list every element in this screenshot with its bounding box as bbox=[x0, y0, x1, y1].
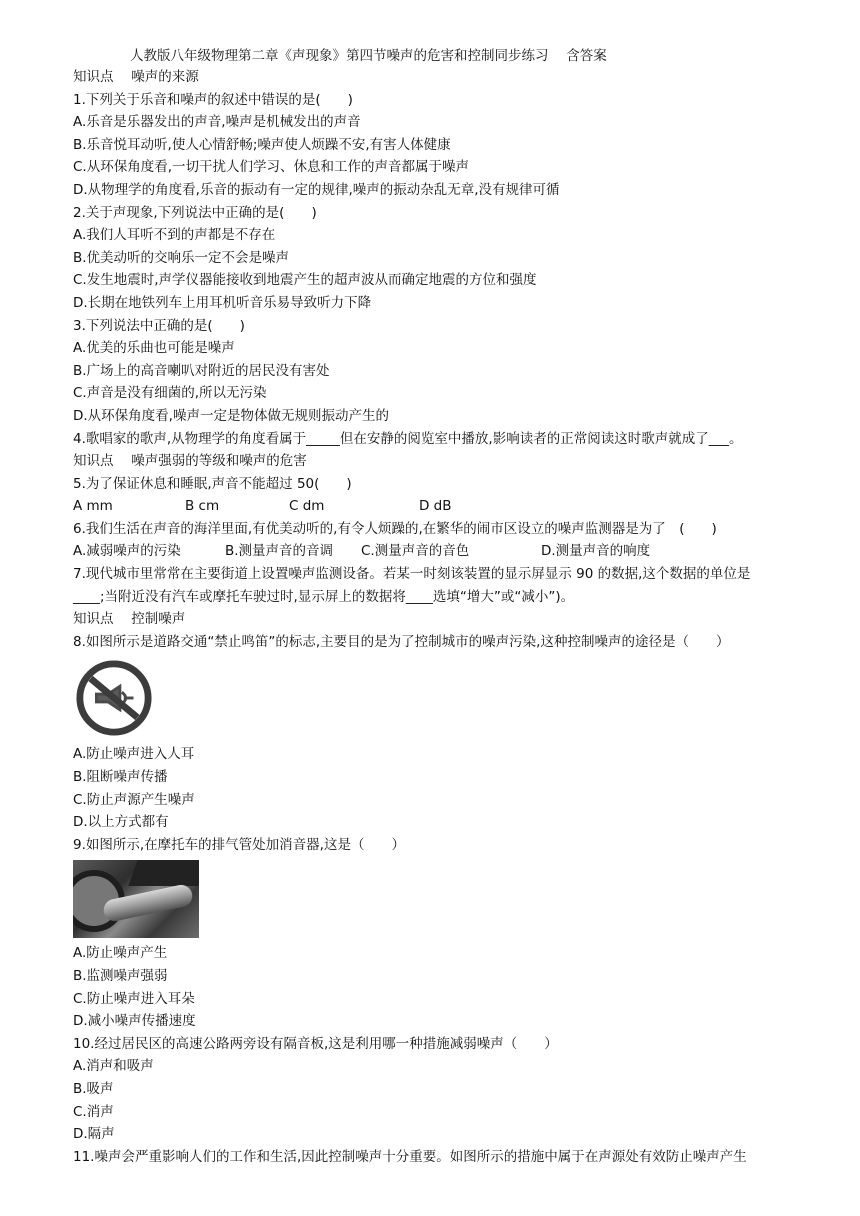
option-c: C dm bbox=[289, 498, 325, 515]
section-heading-noise-levels: 知识点 噪声强弱的等级和噪声的危害 bbox=[73, 453, 307, 470]
question-stem: 1.下列关于乐音和噪声的叙述中错误的是( ) bbox=[73, 91, 353, 108]
question-10 bbox=[73, 1033, 833, 1146]
option-c: C.从环保角度看,一切干扰人们学习、休息和工作的声音都属于噪声 bbox=[73, 159, 470, 176]
option-a: A.乐音是乐器发出的声音,噪声是机械发出的声音 bbox=[73, 114, 361, 131]
option-a: A mm bbox=[73, 498, 113, 515]
question-7 bbox=[73, 563, 833, 608]
question-stem: 3.下列说法中正确的是( ) bbox=[73, 317, 245, 334]
question-stem: 10.经过居民区的高速公路两旁设有隔音板,这是利用哪一种措施减弱噪声（ ） bbox=[73, 1035, 558, 1052]
option-c: C.声音是没有细菌的,所以无污染 bbox=[73, 385, 267, 402]
option-a: A.防止噪声进入人耳 bbox=[73, 746, 195, 763]
option-c: C.测量声音的音色 bbox=[361, 543, 470, 560]
question-11 bbox=[73, 1146, 833, 1169]
question-stem-line-1: 7.现代城市里常常在主要街道上设置噪声监测设备。若某一时刻该装置的显示屏显示 90 的数据,这个数据的单位是 bbox=[73, 566, 751, 583]
option-d: D.测量声音的响度 bbox=[541, 543, 651, 560]
option-c: C.防止噪声进入耳朵 bbox=[73, 990, 195, 1007]
question-stem: 9.如图所示,在摩托车的排气管处加消音器,这是（ ） bbox=[73, 836, 405, 853]
option-a: A.我们人耳听不到的声都是不存在 bbox=[73, 227, 276, 244]
section-heading-noise-control: 知识点 控制噪声 bbox=[73, 611, 186, 628]
no-honking-sign-icon bbox=[75, 659, 153, 737]
options-row bbox=[73, 540, 833, 563]
options-row bbox=[73, 495, 833, 518]
content-column bbox=[73, 66, 833, 1168]
photo-frame-shape bbox=[128, 860, 199, 886]
question-1 bbox=[73, 89, 833, 202]
option-b: B.阻断噪声传播 bbox=[73, 769, 168, 786]
option-d: D.长期在地铁列车上用耳机听音乐易导致听力下降 bbox=[73, 294, 372, 311]
option-d: D.以上方式都有 bbox=[73, 814, 169, 831]
option-b: B cm bbox=[185, 498, 220, 515]
question-8 bbox=[73, 631, 833, 834]
option-b: B.监测噪声强弱 bbox=[73, 968, 168, 984]
option-d: D.隔声 bbox=[73, 1126, 115, 1143]
question-5 bbox=[73, 473, 833, 518]
question-stem: 11.噪声会严重影响人们的工作和生活,因此控制噪声十分重要。如图所示的措施中属于在声源处有效防止噪声产生 bbox=[73, 1148, 747, 1165]
question-stem: 2.关于声现象,下列说法中正确的是( ) bbox=[73, 204, 317, 221]
question-stem: 8.如图所示是道路交通“禁止鸣笛”的标志,主要目的是为了控制城市的噪声污染,这种控制噪声的途径是（ ） bbox=[73, 633, 730, 650]
option-a: A.防止噪声产生 bbox=[73, 945, 168, 962]
question-3 bbox=[73, 315, 833, 428]
option-d: D.从物理学的角度看,乐音的振动有一定的规律,噪声的振动杂乱无章,没有规律可循 bbox=[73, 181, 560, 198]
question-stem: 5.为了保证休息和睡眠,声音不能超过 50( ) bbox=[73, 475, 352, 492]
option-d: D.从环保角度看,噪声一定是物体做无规则振动产生的 bbox=[73, 407, 389, 424]
option-b: B.吸声 bbox=[73, 1080, 114, 1097]
option-d: D.减小噪声传播速度 bbox=[73, 1013, 196, 1030]
option-c: C.消声 bbox=[73, 1103, 114, 1120]
option-a: A.消声和吸声 bbox=[73, 1058, 154, 1075]
question-9 bbox=[73, 834, 833, 1033]
option-a: A.优美的乐曲也可能是噪声 bbox=[73, 340, 235, 357]
question-2 bbox=[73, 202, 833, 315]
document-title: 人教版八年级物理第二章《声现象》第四节噪声的危害和控制同步练习 含答案 bbox=[130, 48, 607, 64]
option-b: B.优美动听的交响乐一定不会是噪声 bbox=[73, 249, 290, 266]
question-stem-line-2: ____;当附近没有汽车或摩托车驶过时,显示屏上的数据将____选填“增大”或“减小”)。 bbox=[73, 588, 575, 605]
option-c: C.发生地震时,声学仪器能接收到地震产生的超声波从而确定地震的方位和强度 bbox=[73, 272, 537, 289]
question-stem: 6.我们生活在声音的海洋里面,有优美动听的,有令人烦躁的,在繁华的闹市区设立的噪声监测器是为了 ( ) bbox=[73, 520, 717, 537]
question-stem: 4.歌唱家的歌声,从物理学的角度看属于_____但在安静的阅览室中播放,影响读者的正常阅读这时歌声就成了___。 bbox=[73, 430, 743, 447]
question-4 bbox=[73, 428, 833, 451]
option-d: D dB bbox=[419, 498, 452, 515]
option-c: C.防止声源产生噪声 bbox=[73, 791, 195, 808]
option-b: B.乐音悦耳动听,使人心情舒畅;噪声使人烦躁不安,有害人体健康 bbox=[73, 136, 451, 153]
option-b: B.测量声音的音调 bbox=[225, 543, 334, 560]
section-heading-noise-source: 知识点 噪声的来源 bbox=[73, 69, 199, 85]
motorcycle-muffler-photo bbox=[73, 860, 199, 938]
option-b: B.广场上的高音喇叭对附近的居民没有害处 bbox=[73, 362, 330, 379]
option-a: A.减弱噪声的污染 bbox=[73, 543, 181, 560]
question-6 bbox=[73, 518, 833, 563]
